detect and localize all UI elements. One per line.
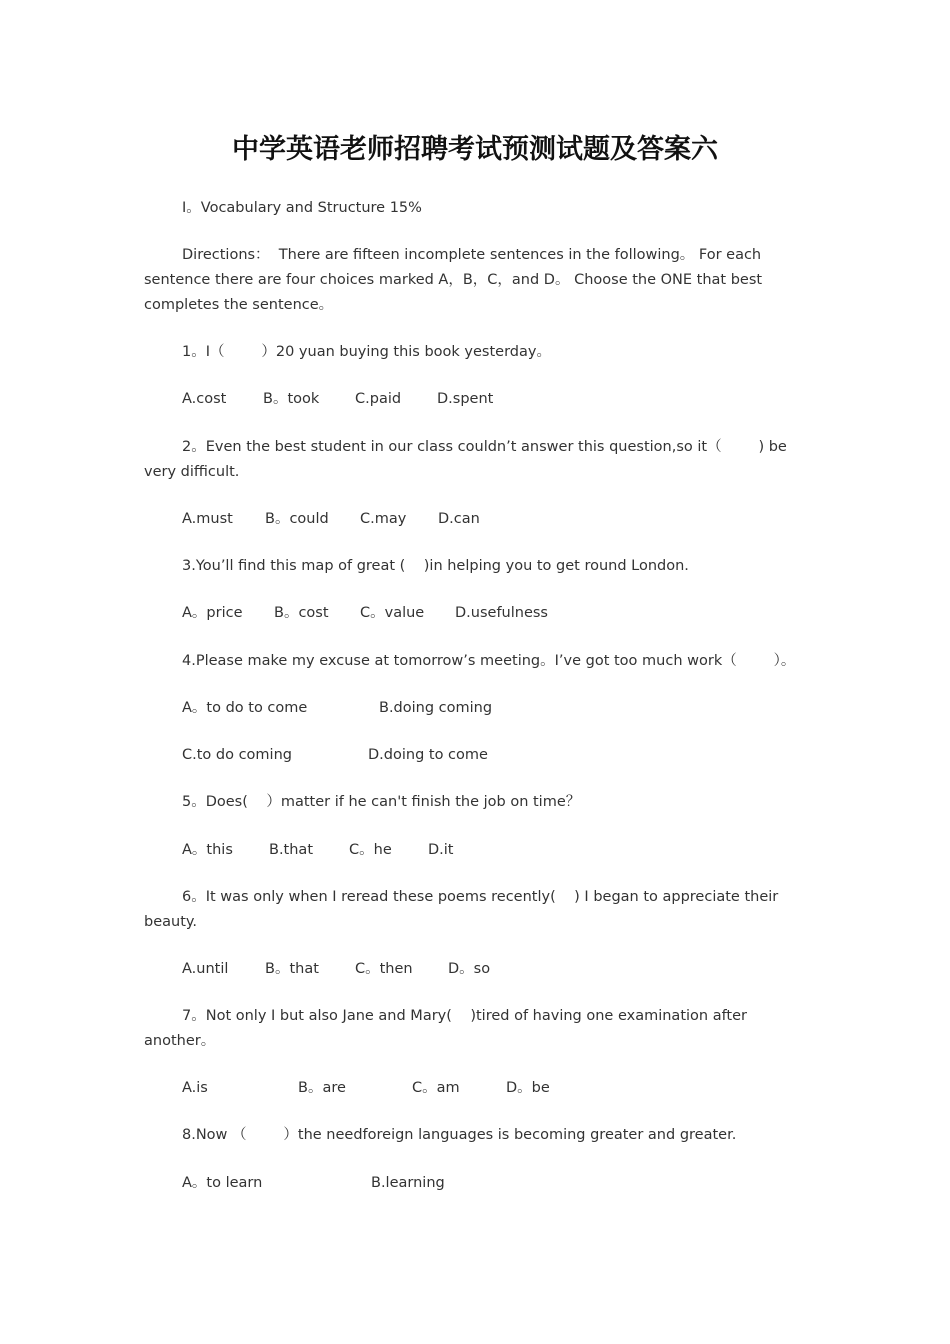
- question-4-option-c: C.to do coming: [182, 747, 292, 763]
- question-1-option-b: B。took: [263, 391, 320, 407]
- question-4-option-b: B.doing coming: [379, 700, 493, 716]
- directions-line: completes the sentence。: [144, 297, 334, 313]
- question-8-stem: 8.Now （ ）the needforeign languages is becoming greater and greater.: [182, 1127, 737, 1143]
- question-4-stem: 4.Please make my excuse at tomorrow’s meeting。I’ve got too much work（ ）。: [182, 653, 796, 669]
- page-title: 中学英语老师招聘考试预测试题及答案六: [232, 134, 718, 165]
- question-6-stem: [144, 885, 796, 935]
- question-7-option-c: C。am: [412, 1080, 460, 1096]
- question-4-option-a: A。to do to come: [182, 700, 308, 716]
- question-3-option-b: B。cost: [274, 605, 329, 621]
- section-heading: Ⅰ。Vocabulary and Structure 15%: [182, 200, 422, 216]
- question-7-option-d: D。be: [506, 1080, 550, 1096]
- question-5-option-b: B.that: [269, 842, 314, 858]
- question-2-option-b: B。could: [265, 511, 329, 527]
- question-stem-line: very difficult.: [144, 464, 240, 480]
- question-stem-line: another。: [144, 1033, 216, 1049]
- question-1-option-a: A.cost: [182, 391, 227, 407]
- directions-paragraph: [144, 243, 796, 318]
- question-8-option-b: B.learning: [371, 1175, 445, 1191]
- question-1-option-c: C.paid: [355, 391, 402, 407]
- question-stem-line: beauty.: [144, 914, 198, 930]
- question-2-option-c: C.may: [360, 511, 407, 527]
- question-2-stem: [144, 435, 796, 485]
- question-5-option-d: D.it: [428, 842, 454, 858]
- question-6-option-a: A.until: [182, 961, 229, 977]
- question-7-option-a: A.is: [182, 1080, 208, 1096]
- directions-line: Directions： There are fifteen incomplete sentences in the following。 For each: [182, 247, 762, 263]
- question-3-option-d: D.usefulness: [455, 605, 548, 621]
- question-1-stem: 1。I（ ）20 yuan buying this book yesterday。: [182, 344, 551, 360]
- question-6-option-b: B。that: [265, 961, 319, 977]
- question-4-option-d: D.doing to come: [368, 747, 488, 763]
- question-3-stem: 3.You’ll find this map of great ( )in helping you to get round London.: [182, 558, 689, 574]
- question-7-stem: [144, 1004, 796, 1054]
- question-6-option-c: C。then: [355, 961, 413, 977]
- question-8-option-a: A。to learn: [182, 1175, 263, 1191]
- question-2-option-a: A.must: [182, 511, 233, 527]
- question-5-option-a: A。this: [182, 842, 233, 858]
- question-5-option-c: C。he: [349, 842, 392, 858]
- question-3-option-a: A。price: [182, 605, 243, 621]
- question-5-stem: 5。Does( ）matter if he can't finish the job on time？: [182, 794, 581, 810]
- question-6-option-d: D。so: [448, 961, 491, 977]
- question-7-option-b: B。are: [298, 1080, 346, 1096]
- question-stem-line: 7。Not only I but also Jane and Mary( )tired of having one examination after: [182, 1008, 748, 1024]
- question-stem-line: 6。It was only when I reread these poems recently( ) I began to appreciate their: [182, 889, 779, 905]
- question-stem-line: 2。Even the best student in our class couldn’t answer this question,so it（ ) be: [182, 439, 787, 455]
- question-3-option-c: C。value: [360, 605, 425, 621]
- question-1-option-d: D.spent: [437, 391, 494, 407]
- directions-line: sentence there are four choices marked A，B，C，and D。 Choose the ONE that best: [144, 272, 763, 288]
- question-2-option-d: D.can: [438, 511, 480, 527]
